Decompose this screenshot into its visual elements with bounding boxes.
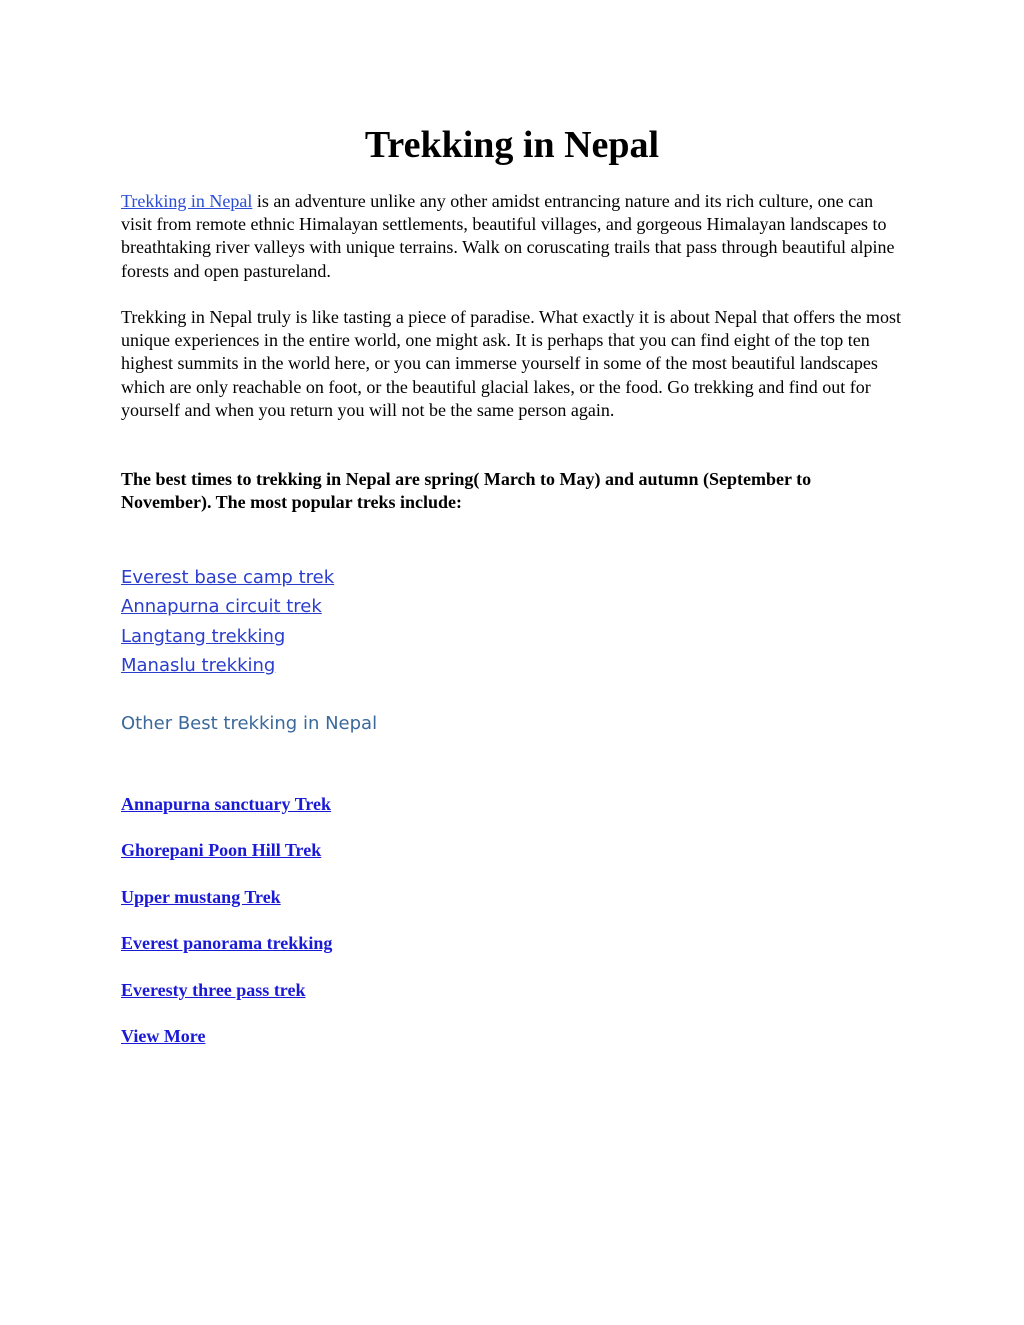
list-item bbox=[121, 651, 334, 680]
list-item bbox=[121, 1024, 332, 1070]
popular-treks-list bbox=[121, 563, 334, 680]
manaslu-trekking-link[interactable]: Manaslu trekking bbox=[121, 654, 276, 676]
other-treks-heading: Other Best trekking in Nepal bbox=[121, 713, 378, 734]
everest-base-camp-link[interactable]: Everest base camp trek bbox=[121, 567, 335, 588]
everesty-three-pass-link[interactable]: Everesty three pass trek bbox=[121, 979, 306, 1000]
view-more-link[interactable]: View More bbox=[121, 1025, 206, 1046]
list-item bbox=[121, 792, 332, 838]
langtang-trekking-link[interactable]: Langtang trekking bbox=[121, 625, 286, 647]
best-times-paragraph: The best times to trekking in Nepal are spring( March to May) and autumn (September to November). The most popular treks include: bbox=[121, 469, 812, 513]
annapurna-circuit-link[interactable]: Annapurna circuit trek bbox=[121, 596, 322, 618]
upper-mustang-link[interactable]: Upper mustang Trek bbox=[121, 886, 281, 907]
annapurna-sanctuary-link[interactable]: Annapurna sanctuary Trek bbox=[121, 794, 332, 814]
intro-text: is an adventure unlike any other amidst entrancing nature and its rich culture, one can visit from remote ethnic Himalayan settlements, beautiful villages, and gorgeous Himalayan landscapes to breathtaking river valleys with unique terrains. Walk on coruscating trails that pass through beautiful alpine forests and open pastureland. bbox=[121, 191, 895, 281]
everest-panorama-link[interactable]: Everest panorama trekking bbox=[121, 933, 333, 954]
list-item bbox=[121, 978, 332, 1024]
paradise-paragraph: Trekking in Nepal truly is like tasting a piece of paradise. What exactly it is about Nepal that offers the most unique experiences in the entire world, one might ask. It is perhaps that you can find eight of the top ten highest summits in the world here, or you can immerse yourself in some of the most beautiful landscapes which are only reachable on foot, or the beautiful glacial lakes, or the food. Go trekking and find out for yourself and when you return you will not be the same person again. bbox=[121, 307, 901, 420]
list-item bbox=[121, 885, 332, 931]
list-item bbox=[121, 931, 332, 977]
list-item bbox=[121, 563, 334, 592]
other-treks-list bbox=[121, 792, 332, 1070]
list-item bbox=[121, 838, 332, 884]
list-item bbox=[121, 622, 334, 651]
intro-paragraph bbox=[121, 190, 901, 283]
ghorepani-poon-hill-link[interactable]: Ghorepani Poon Hill Trek bbox=[121, 840, 322, 861]
page-title: Trekking in Nepal bbox=[364, 124, 660, 166]
trekking-in-nepal-link[interactable]: Trekking in Nepal bbox=[121, 191, 253, 211]
list-item bbox=[121, 592, 334, 621]
